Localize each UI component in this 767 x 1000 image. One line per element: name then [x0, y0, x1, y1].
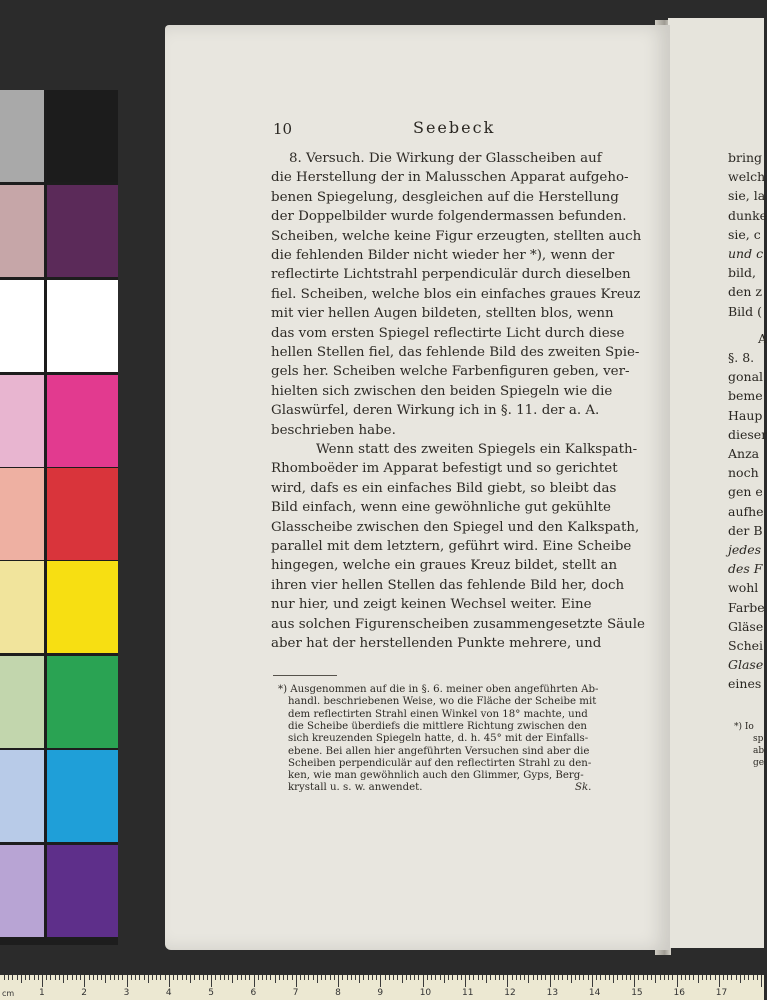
ruler-number: 2: [81, 988, 88, 998]
ruler-tick: [17, 975, 18, 980]
ruler-tick: [182, 975, 183, 980]
ruler-tick: [29, 975, 30, 980]
ruler-number: 17: [715, 988, 728, 998]
next-page-line: jedes: [728, 542, 762, 557]
color-patch: [47, 375, 118, 467]
ruler-tick: [630, 975, 631, 980]
ruler-tick: [634, 975, 635, 987]
ruler-tick: [207, 975, 208, 980]
ruler-tick: [499, 975, 500, 980]
ruler-tick: [190, 975, 191, 983]
ruler-tick: [63, 975, 64, 983]
next-page-note-line: sp: [753, 734, 764, 744]
ruler-tick: [423, 975, 424, 987]
color-patch: [47, 280, 118, 372]
ruler-number: 11: [462, 988, 474, 998]
color-patch: [47, 90, 118, 182]
ruler-tick: [609, 975, 610, 980]
ruler-tick: [583, 975, 584, 980]
ruler-tick: [706, 975, 707, 980]
ruler-tick: [101, 975, 102, 980]
ruler-tick: [643, 975, 644, 980]
ruler-tick: [338, 975, 339, 987]
text-line: 8. Versuch. Die Wirkung der Glasscheiben auf: [289, 151, 602, 166]
next-page: [668, 18, 767, 948]
ruler-tick: [516, 975, 517, 980]
ruler-number: 12: [504, 988, 516, 998]
next-page-line: beme: [728, 388, 763, 404]
ruler-tick: [380, 975, 381, 987]
ruler-tick: [520, 975, 521, 980]
ruler-tick: [731, 975, 732, 980]
next-page-line: und c: [728, 246, 764, 261]
ruler-tick: [127, 975, 128, 987]
text-line: Glasscheibe zwischen den Spiegel und den Kalkspath,: [271, 519, 640, 535]
ruler-tick: [270, 975, 271, 980]
ruler-tick: [12, 975, 13, 980]
ruler-number: 9: [377, 988, 384, 998]
color-checker: [0, 90, 118, 945]
ruler-tick: [431, 975, 432, 980]
ruler-tick: [363, 975, 364, 980]
ruler-tick: [110, 975, 111, 980]
text-line: die fehlenden Bilder nicht wieder her *), wenn der: [271, 248, 615, 263]
text-line: reflectirte Lichtstrahl perpendiculär durch dieselben: [271, 267, 631, 283]
ruler-tick: [651, 975, 652, 980]
ruler-tick: [8, 975, 9, 980]
measuring-ruler: [0, 975, 764, 1000]
next-page-line: bring: [728, 150, 763, 165]
ruler-tick: [165, 975, 166, 980]
ruler-tick: [685, 975, 686, 980]
next-page-line: A: [758, 330, 767, 346]
ruler-tick: [478, 975, 479, 980]
ruler-tick: [723, 975, 724, 980]
ruler-tick: [232, 975, 233, 983]
text-line: nur hier, und zeigt keinen Wechsel weiter. Eine: [271, 597, 592, 613]
ruler-tick: [376, 975, 377, 980]
ruler-tick: [237, 975, 238, 980]
color-patch: [0, 468, 44, 560]
next-page-line: Bild (: [728, 303, 763, 319]
ruler-tick: [118, 975, 119, 980]
ruler-tick: [668, 975, 669, 980]
next-page-line: der B: [728, 522, 763, 538]
ruler-tick: [545, 975, 546, 980]
ruler-tick: [173, 975, 174, 980]
ruler-tick: [689, 975, 690, 980]
ruler-tick: [461, 975, 462, 980]
ruler-tick: [410, 975, 411, 980]
ruler-number: 5: [208, 988, 214, 998]
ruler-tick: [761, 975, 762, 987]
page-number: 10: [273, 120, 293, 138]
ruler-unit: cm: [2, 989, 15, 998]
ruler-tick: [46, 975, 47, 980]
ruler-tick: [393, 975, 394, 980]
ruler-number: 10: [419, 988, 432, 998]
ruler-tick: [554, 975, 555, 980]
ruler-tick: [313, 975, 314, 980]
next-page-line: sie, la: [728, 188, 766, 204]
text-line: der Doppelbilder wurde folgendermassen befunden.: [271, 209, 627, 225]
ruler-tick: [55, 975, 56, 980]
ruler-tick: [199, 975, 200, 980]
ruler-tick: [537, 975, 538, 980]
ruler-tick: [321, 975, 322, 980]
ruler-tick: [156, 975, 157, 980]
ruler-tick: [397, 975, 398, 980]
ruler-tick: [418, 975, 419, 980]
footnote-line: die Scheibe überdiefs die mittlere Richtung zwischen den: [288, 720, 587, 732]
ruler-tick: [228, 975, 229, 980]
next-page-line: Haup: [728, 407, 763, 423]
ruler-tick: [224, 975, 225, 980]
ruler-tick: [482, 975, 483, 980]
ruler-tick: [330, 975, 331, 980]
ruler-tick: [457, 975, 458, 980]
ruler-tick: [89, 975, 90, 980]
ruler-tick: [325, 975, 326, 980]
ruler-tick: [613, 975, 614, 983]
ruler-tick: [292, 975, 293, 980]
ruler-tick: [97, 975, 98, 980]
footnote-line: sich kreuzenden Spiegeln hatte, d. h. 45° mit der Einfalls-: [288, 733, 589, 745]
ruler-number: 8: [335, 988, 341, 998]
ruler-tick: [355, 975, 356, 980]
ruler-tick: [710, 975, 711, 980]
ruler-number: 4: [165, 988, 172, 998]
ruler-tick: [647, 975, 648, 980]
ruler-tick: [368, 975, 369, 980]
next-page-line: des F: [728, 561, 763, 577]
ruler-number: 14: [588, 988, 601, 998]
ruler-tick: [186, 975, 187, 980]
ruler-tick: [660, 975, 661, 980]
ruler-tick: [638, 975, 639, 980]
ruler-tick: [385, 975, 386, 980]
next-page-line: noch: [728, 465, 759, 481]
ruler-number: 15: [631, 988, 643, 998]
ruler-tick: [507, 975, 508, 987]
ruler-tick: [575, 975, 576, 980]
ruler-tick: [533, 975, 534, 980]
ruler-tick: [677, 975, 678, 987]
ruler-tick: [524, 975, 525, 980]
ruler-tick: [736, 975, 737, 980]
ruler-tick: [550, 975, 551, 987]
next-page-line: Gläse: [728, 618, 764, 634]
ruler-tick: [76, 975, 77, 980]
color-patch: [47, 750, 118, 842]
ruler-tick: [287, 975, 288, 980]
ruler-tick: [308, 975, 309, 980]
ruler-tick: [600, 975, 601, 980]
text-line: aus solchen Figurenscheiben zusammengesetzte Säule: [271, 616, 645, 632]
next-page-note-line: *) Io: [734, 722, 754, 732]
color-patch: [0, 750, 44, 842]
ruler-tick: [698, 975, 699, 983]
ruler-tick: [359, 975, 360, 983]
ruler-tick: [245, 975, 246, 980]
next-page-line: Schei: [728, 638, 764, 653]
ruler-tick: [131, 975, 132, 980]
ruler-number: 3: [123, 988, 130, 998]
ruler-tick: [571, 975, 572, 983]
ruler-tick: [727, 975, 728, 980]
ruler-number: 13: [546, 988, 559, 998]
color-patch: [0, 280, 44, 372]
ruler-tick: [579, 975, 580, 980]
text-line: hingegen, welche ein graues Kreuz bildet, stellt an: [271, 558, 618, 574]
ruler-tick: [757, 975, 758, 980]
ruler-number: 6: [250, 988, 257, 998]
text-line: wird, dafs es ein einfaches Bild giebt, so bleibt das: [271, 480, 617, 496]
ruler-tick: [317, 975, 318, 983]
ruler-tick: [748, 975, 749, 980]
text-line: aber hat der herstellenden Punkte mehrere, und: [271, 636, 602, 651]
ruler-tick: [562, 975, 563, 980]
ruler-tick: [592, 975, 593, 987]
ruler-tick: [169, 975, 170, 987]
ruler-tick: [469, 975, 470, 980]
next-page-note-line: ab: [753, 746, 765, 756]
ruler-tick: [495, 975, 496, 980]
ruler-tick: [283, 975, 284, 980]
ruler-tick: [719, 975, 720, 987]
next-page-line: aufhe: [728, 503, 764, 519]
ruler-tick: [440, 975, 441, 980]
next-page-line: den z: [728, 284, 763, 300]
ruler-tick: [84, 975, 85, 987]
next-page-line: §. 8.: [728, 350, 755, 365]
ruler-tick: [249, 975, 250, 980]
next-page-line: Anza: [728, 446, 760, 461]
color-patch: [47, 185, 118, 277]
ruler-tick: [427, 975, 428, 980]
ruler-tick: [672, 975, 673, 980]
ruler-tick: [241, 975, 242, 980]
ruler-tick: [177, 975, 178, 980]
ruler-tick: [693, 975, 694, 980]
ruler-tick: [503, 975, 504, 980]
ruler-tick: [203, 975, 204, 980]
next-page-line: gen e: [728, 484, 763, 500]
ruler-tick: [605, 975, 606, 980]
next-page-line: dunke: [728, 207, 767, 223]
ruler-tick: [135, 975, 136, 980]
text-line: parallel mit dem letztern, geführt wird. Eine Scheibe: [271, 539, 632, 554]
ruler-tick: [275, 975, 276, 983]
ruler-tick: [254, 975, 255, 987]
footnote-line: handl. beschriebenen Weise, wo die Fläche der Scheibe mit: [288, 696, 597, 708]
ruler-tick: [444, 975, 445, 983]
text-line: mit vier hellen Augen bildeten, stellten blos, wenn: [271, 306, 614, 322]
ruler-tick: [744, 975, 745, 980]
ruler-tick: [148, 975, 149, 983]
ruler-tick: [34, 975, 35, 980]
footnote-line: krystall u. s. w. anwendet.: [288, 782, 423, 794]
ruler-tick: [664, 975, 665, 980]
ruler-tick: [528, 975, 529, 983]
ruler-tick: [588, 975, 589, 980]
color-patch: [0, 90, 44, 182]
ruler-tick: [567, 975, 568, 980]
ruler-tick: [300, 975, 301, 980]
text-line: Rhomboëder im Apparat befestigt und so gerichtet: [271, 461, 618, 477]
ruler-tick: [740, 975, 741, 983]
ruler-tick: [702, 975, 703, 980]
ruler-tick: [67, 975, 68, 980]
ruler-tick: [59, 975, 60, 980]
next-page-line: Farbe: [728, 599, 765, 615]
ruler-tick: [626, 975, 627, 980]
ruler-tick: [211, 975, 212, 987]
ruler-tick: [122, 975, 123, 980]
ruler-tick: [512, 975, 513, 980]
ruler-tick: [304, 975, 305, 980]
ruler-tick: [4, 975, 5, 980]
ruler-tick: [114, 975, 115, 980]
text-line: Glaswürfel, deren Wirkung ich in §. 11. der a. A.: [271, 403, 600, 419]
ruler-tick: [617, 975, 618, 980]
ruler-tick: [347, 975, 348, 980]
ruler-tick: [160, 975, 161, 980]
text-line: Bild einfach, wenn eine gewöhnliche gut gekühlte: [271, 500, 611, 516]
text-line: gels her. Scheiben welche Farbenfiguren geben, ver-: [271, 364, 630, 380]
next-page-line: welch: [728, 169, 766, 185]
footnote-line: ebene. Bei allen hier angeführten Versuchen sind aber die: [288, 745, 590, 757]
text-line: die Herstellung der in Malusschen Apparat aufgeho-: [271, 170, 629, 186]
text-line: ihren vier hellen Stellen das fehlende Bild her, doch: [271, 577, 625, 593]
ruler-tick: [72, 975, 73, 980]
ruler-tick: [220, 975, 221, 980]
ruler-tick: [194, 975, 195, 980]
footnote-line: ken, wie man gewöhnlich auch den Glimmer, Gyps, Berg-: [288, 770, 584, 782]
running-title: Seebeck: [413, 118, 496, 137]
next-page-line: eines: [728, 676, 762, 692]
ruler-tick: [266, 975, 267, 980]
ruler-tick: [334, 975, 335, 980]
ruler-tick: [50, 975, 51, 980]
ruler-tick: [342, 975, 343, 980]
ruler-tick: [558, 975, 559, 980]
footnote-line: Scheiben perpendiculär auf den reflectirten Strahl zu den-: [288, 757, 592, 769]
color-patch: [47, 656, 118, 748]
text-line: hielten sich zwischen den beiden Spiegeln wie die: [271, 383, 613, 399]
color-patch: [0, 185, 44, 277]
ruler-tick: [21, 975, 22, 983]
ruler-tick: [486, 975, 487, 983]
text-line: beschrieben habe.: [271, 422, 396, 438]
next-page-line: Glase: [728, 657, 764, 673]
next-page-line: gonal: [728, 369, 764, 385]
ruler-tick: [105, 975, 106, 983]
ruler-tick: [435, 975, 436, 980]
ruler-number: 16: [673, 988, 685, 998]
text-line: fiel. Scheiben, welche blos ein einfaches graues Kreuz: [271, 286, 641, 302]
ruler-tick: [25, 975, 26, 980]
ruler-number: 1: [39, 988, 45, 998]
ruler-tick: [753, 975, 754, 980]
ruler-tick: [215, 975, 216, 980]
color-patch: [0, 375, 44, 467]
ruler-tick: [279, 975, 280, 980]
ruler-tick: [262, 975, 263, 980]
ruler-tick: [351, 975, 352, 980]
next-page-line: wohl: [728, 580, 759, 596]
next-page-line: bild,: [728, 265, 756, 281]
ruler-number: 7: [292, 988, 299, 998]
text-line: hellen Stellen fiel, das fehlende Bild des zweiten Spie-: [271, 345, 640, 360]
ruler-tick: [681, 975, 682, 980]
ruler-tick: [80, 975, 81, 980]
ruler-tick: [144, 975, 145, 980]
text-line: das vom ersten Spiegel reflectirte Licht durch diese: [271, 325, 625, 341]
next-page-line: sie, c: [728, 226, 761, 242]
ruler-tick: [93, 975, 94, 980]
ruler-tick: [715, 975, 716, 980]
ruler-tick: [402, 975, 403, 983]
ruler-tick: [473, 975, 474, 980]
ruler-tick: [541, 975, 542, 980]
next-page-line: dieser: [728, 426, 767, 442]
text-line: Wenn statt des zweiten Spiegels ein Kalkspath-: [316, 442, 638, 457]
ruler-tick: [389, 975, 390, 980]
ruler-tick: [448, 975, 449, 980]
ruler-tick: [452, 975, 453, 980]
ruler-tick: [414, 975, 415, 980]
ruler-tick: [490, 975, 491, 980]
ruler-tick: [139, 975, 140, 980]
footnote-line: *) Ausgenommen auf die in §. 6. meiner oben angeführten Ab-: [278, 684, 599, 695]
ruler-tick: [622, 975, 623, 980]
color-patch: [0, 561, 44, 653]
ruler-tick: [372, 975, 373, 980]
ruler-tick: [465, 975, 466, 987]
footnote-rule: [273, 675, 337, 676]
ruler-tick: [38, 975, 39, 980]
next-page-note-line: ge: [753, 758, 765, 768]
color-patch: [0, 845, 44, 937]
color-patch: [47, 561, 118, 653]
ruler-tick: [406, 975, 407, 980]
color-patch: [0, 656, 44, 748]
ruler-tick: [42, 975, 43, 987]
text-line: Scheiben, welche keine Figur erzeugten, stellten auch: [271, 228, 642, 244]
ruler-tick: [596, 975, 597, 980]
ruler-tick: [296, 975, 297, 987]
text-line: benen Spiegelung, desgleichen auf die Herstellung: [271, 189, 619, 205]
color-patch: [47, 845, 118, 937]
footnote-signature: Sk.: [575, 782, 592, 794]
color-patch: [47, 468, 118, 560]
ruler-tick: [655, 975, 656, 983]
ruler-tick: [258, 975, 259, 980]
ruler-tick: [152, 975, 153, 980]
footnote-line: dem reflectirten Strahl einen Winkel von 18° machte, und: [288, 708, 588, 720]
